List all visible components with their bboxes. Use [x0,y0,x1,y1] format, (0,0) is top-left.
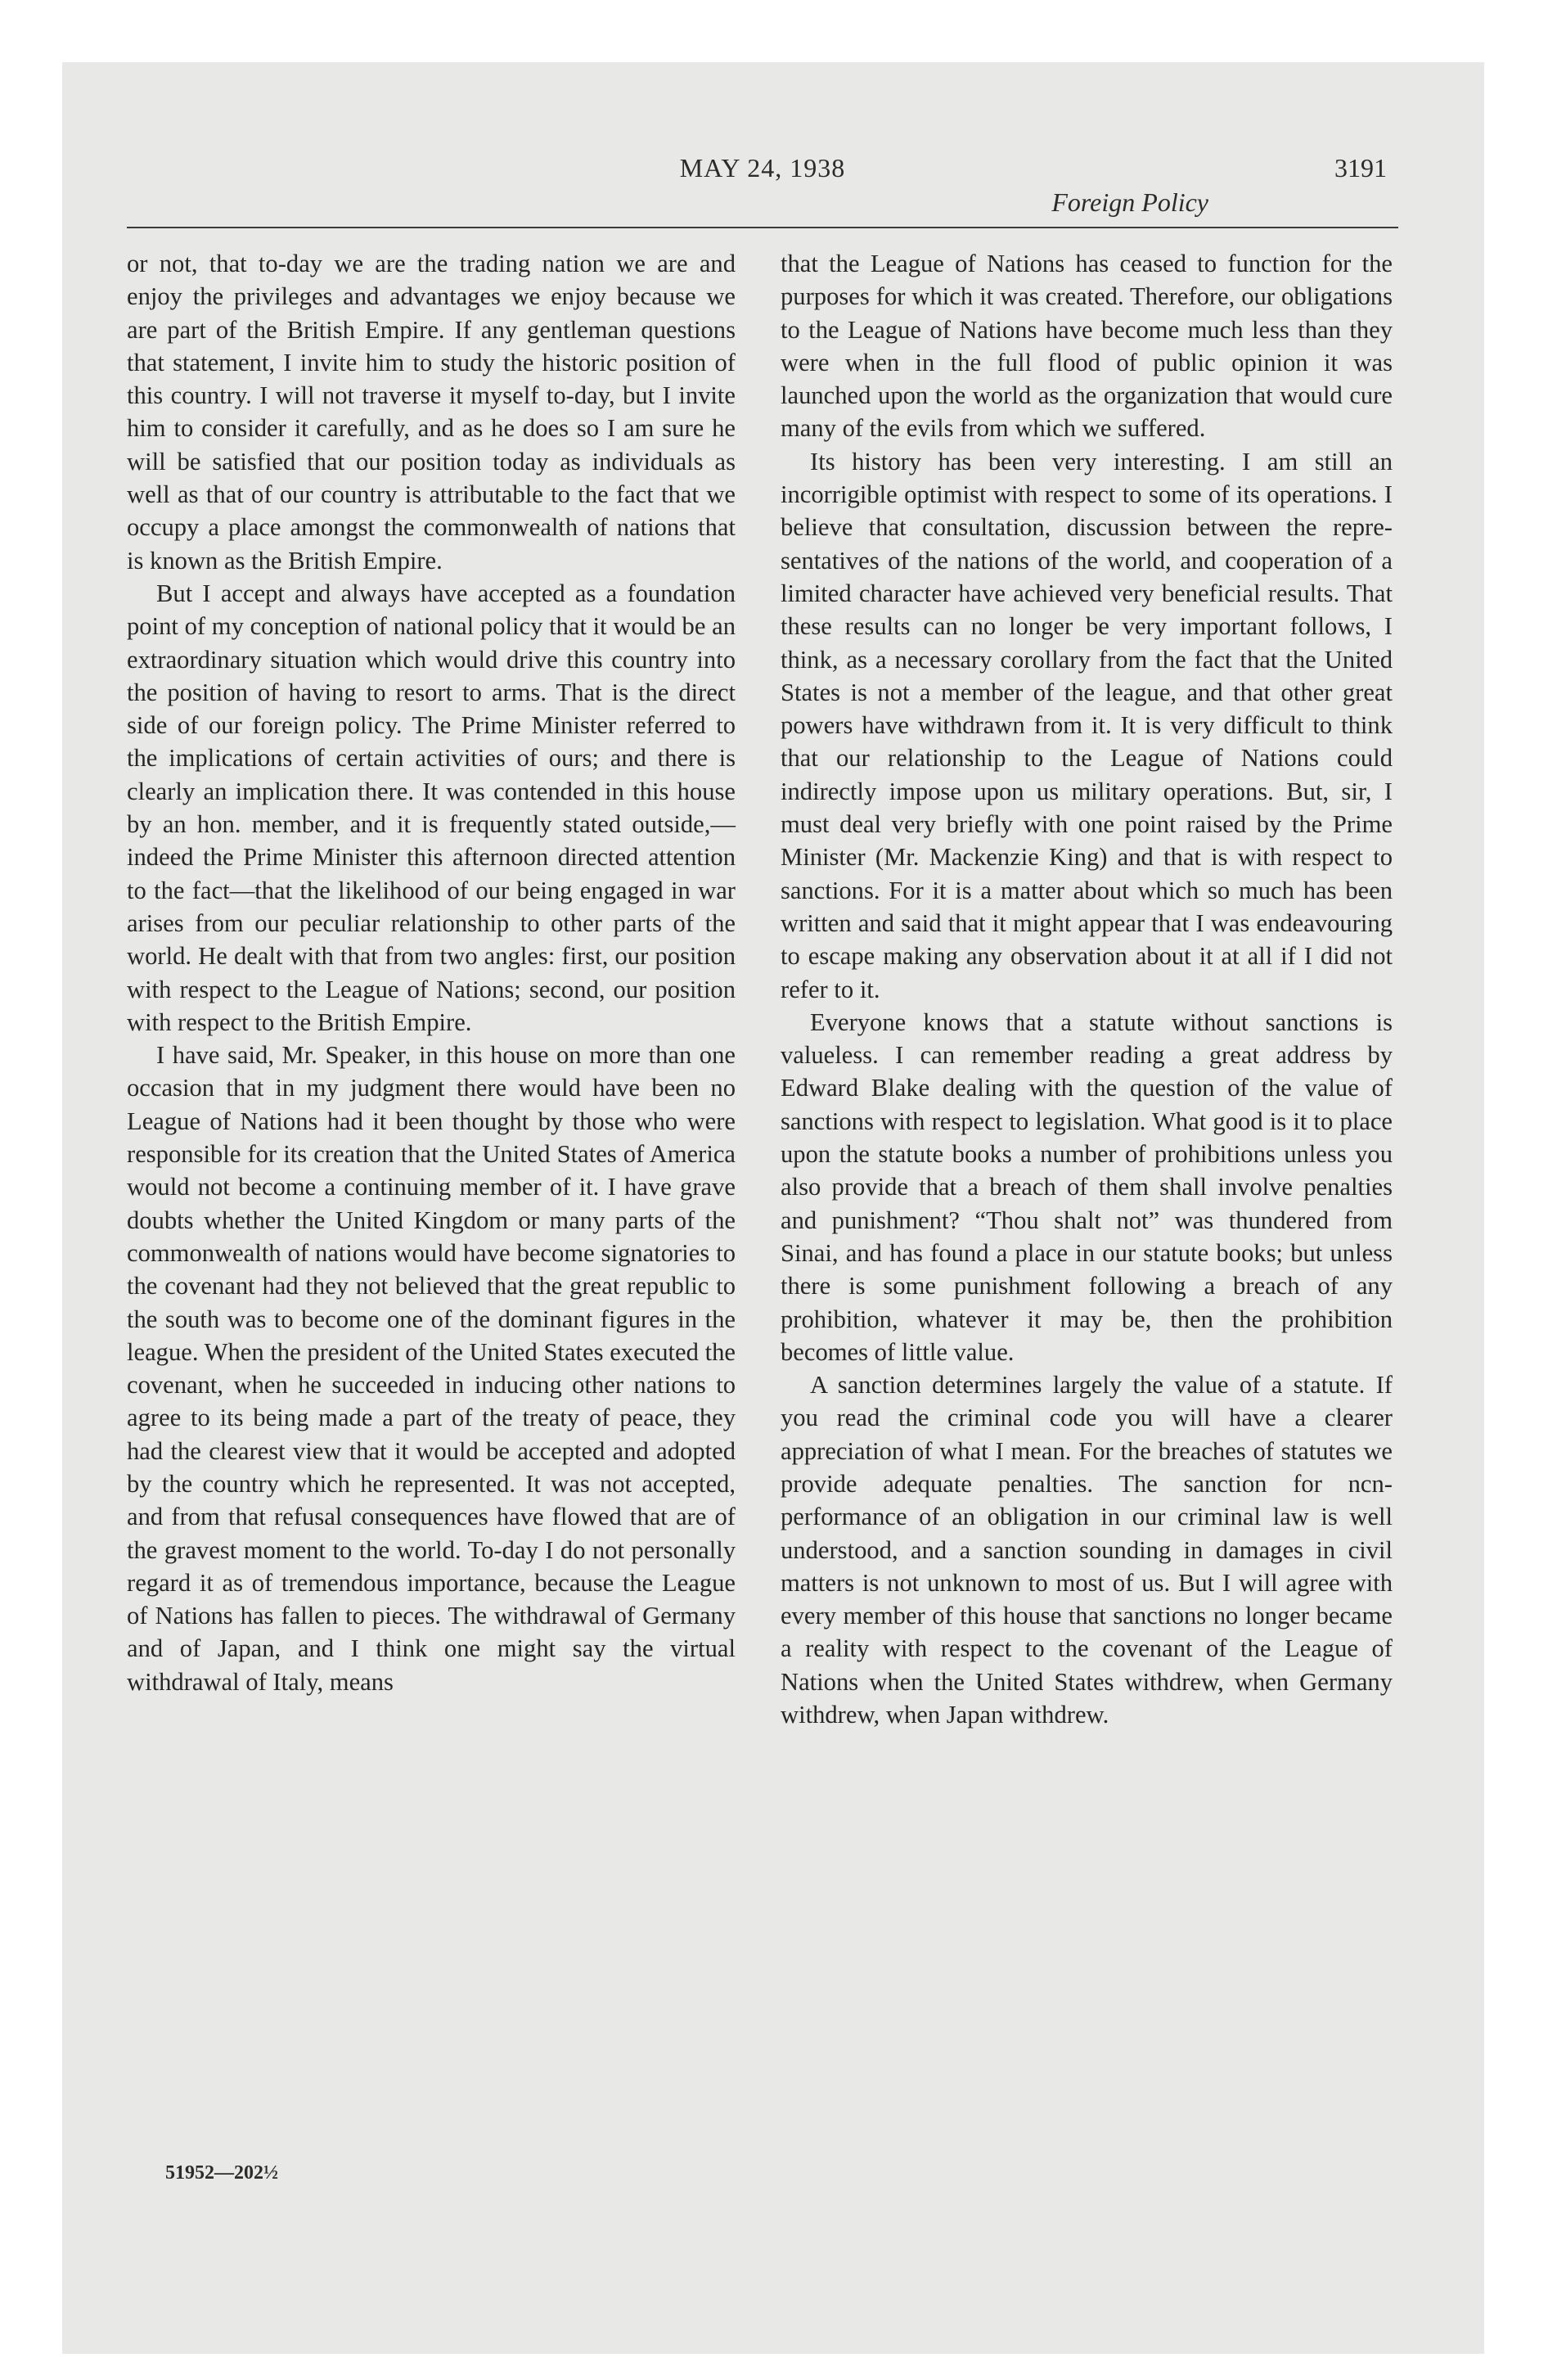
paragraph: A sanction determines largely the value of a statute. If you read the criminal code you will have a clearer appreciation of what I mean. For the breaches of statutes we provide adequate penalties. The sanction for ncn-performance of an obligation in our criminal law is well understood, and a sanction sounding in damages in civil matters is not unknown to most of us. But I will agree with every member of this house that sanctions no longer became a reality with respect to the covenant of the League of Nations when the United States withdrew, when Germany withdrew, when Japan withdrew. [781,1371,1393,1729]
paragraph: I have said, Mr. Speaker, in this house on more than one occasion that in my judgment there would have been no League of Nations had it been thought by those who were responsible for its creation that the United States of America would not become a continuing member of it. I have grave doubts whether the United Kingdom or many parts of the commonwealth of nations would have become signatories to the covenant had they not believed that the great republic to the south was to become one of the dominant figures in the league. When the president of the United States executed the covenant, when he succeeded in inducing other nations to agree to its being made a part of the treaty of peace, they had the clearest view that it would be accepted and adopted by the country which he represented. It was not accepted, and from that refusal consequences have flowed that are of the gravest moment to the world. To-day I do not personally regard it as of tremendous importance, because the League of Nations has fallen to pieces. The withdrawal of Germany and of Japan, and I think one might say the virtual withdrawal of Italy, means [127,1041,736,1696]
header-rule [127,227,1398,228]
page-number: 3191 [1334,153,1387,183]
right-column [781,247,1393,1731]
paragraph: But I accept and always have accepted as a foundation point of my conception of national policy that it would be an extraordinary situation which would drive this country into the position of having to resort to arms. That is the direct side of our foreign policy. The Prime Minister referred to the implications of certain activities of ours; and there is clearly an implication there. It was contended in this house by an hon. member, and it is frequently stated outside,—indeed the Prime Minister this afternoon directed attention to the fact—that the likelihood of our being engaged in war arises from our peculiar relationship to other parts of the world. He dealt with that from two angles: first, our position with respect to the League of Nations; second, our position with respect to the British Empire. [127,579,736,1036]
page-header [127,153,1398,219]
paragraph: or not, that to-day we are the trading nation we are and enjoy the privileges and advantages we enjoy because we are part of the British Empire. If any gentleman questions that statement, I invite him to study the historic position of this country. I will not traverse it myself to-day, but I invite him to consider it carefully, and as he does so I am sure he will be satisfied that our position today as individuals as well as that of our country is attributable to the fact that we occupy a place amongst the commonwealth of nations that is known as the British Empire. [127,250,736,575]
header-date: MAY 24, 1938 [679,153,846,183]
paragraph: Its history has been very interesting. I am still an incorrigible optimist with respect to some of its operations. I believe that consultation, discussion between the representatives of the nations of the world, and cooperation of a limited character have achieved very beneficial results. That these results can no longer be very important follows, I think, as a necessary corollary from the fact that the United States is not a member of the league, and that other great powers have withdrawn from it. It is very difficult to think that our relationship to the League of Nations could indirectly impose upon us military operations. But, sir, I must deal very briefly with one point raised by the Prime Minister (Mr. Mackenzie King) and that is with respect to sanctions. For it is a matter about which so much has been written and said that it might appear that I was endeavouring to escape making any observation about it at all if I did not refer to it. [781,447,1393,1003]
paragraph: that the League of Nations has ceased to function for the purposes for which it was created. Therefore, our obligations to the League of Nations have become much less than they were when in the full flood of public opinion it was launched upon the world as the organization that would cure many of the evils from which we suffered. [781,250,1393,443]
section-title: Foreign Policy [1051,187,1208,217]
paragraph: Everyone knows that a statute without sanctions is valueless. I can remember reading a great address by Edward Blake dealing with the question of the value of sanctions with respect to legislation. What good is it to place upon the statute books a number of prohibitions unless you also provide that a breach of them shall involve penalties and punishment? “Thou shalt not” was thundered from Sinai, and has found a place in our statute books; but unless there is some punishment following a breach of any prohibition, whatever it may be, then the prohibition becomes of little value. [781,1007,1393,1366]
printer-code: 51952—202½ [165,2162,278,2184]
left-column [127,247,736,1698]
